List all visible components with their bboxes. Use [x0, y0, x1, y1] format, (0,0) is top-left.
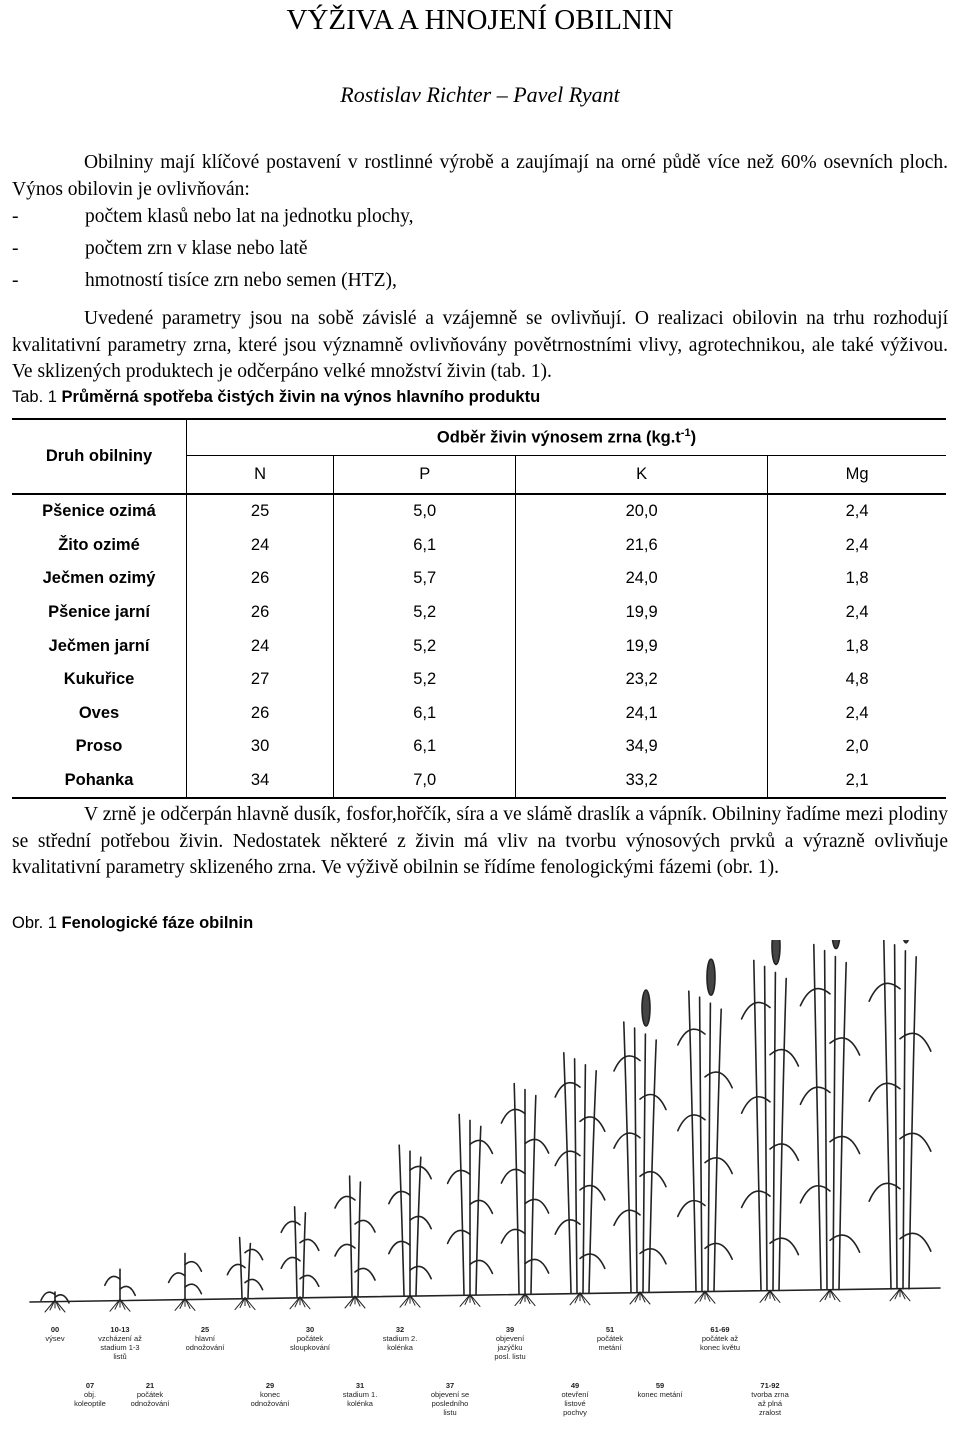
authors: Rostislav Richter – Pavel Ryant: [340, 82, 620, 107]
plant-stage: [869, 940, 931, 1301]
list-item: - hmotností tisíce zrn nebo semen (HTZ),: [12, 270, 397, 291]
cell-k: 19,9: [516, 596, 768, 630]
intro-paragraph: Obilniny mají klíčové postavení v rostlinné výrobě a zaujímají na orné půdě více než 60% osevních ploch. Výnos obilovin je ovlivňován:: [12, 152, 948, 200]
stage-label: 30 počátek sloupkování: [289, 1325, 331, 1352]
cell-k: 33,2: [516, 764, 768, 799]
cell-mg: 1,8: [845, 569, 869, 588]
row-name: Pšenice ozimá: [12, 494, 187, 529]
table-row: [12, 697, 946, 731]
phenology-figure: [0, 940, 960, 1444]
cell-p: 6,1: [334, 697, 516, 731]
cell-n: 26: [187, 697, 334, 731]
cell-mg: 2,0: [845, 737, 869, 756]
ear-mark: [772, 940, 780, 964]
plant-stage: [448, 1114, 493, 1306]
ear-mark: [642, 990, 650, 1026]
cell-n: 26: [187, 562, 334, 596]
plant-stage: [678, 959, 732, 1303]
cell-k: 23,2: [516, 663, 768, 697]
plant-stage: [389, 1145, 431, 1307]
stage-label: 21 počátek odnožování: [130, 1381, 170, 1408]
cell-p: 5,2: [334, 629, 516, 663]
cell-p: 5,2: [334, 596, 516, 630]
cell-n: 26: [187, 596, 334, 630]
stage-label: 00 výsev: [45, 1325, 65, 1343]
cell-k: 21,6: [516, 529, 768, 563]
cell-p: 5,2: [334, 663, 516, 697]
plant-stage: [335, 1176, 375, 1308]
table-row: [12, 596, 946, 630]
table-row: [12, 663, 946, 697]
stage-label: 31 stadium 1. kolénka: [342, 1381, 378, 1408]
row-name: Ječmen ozimý: [12, 562, 187, 596]
plant-stage: [501, 1084, 548, 1306]
figure-caption: [12, 914, 253, 933]
plant-stage: [169, 1253, 202, 1310]
stage-label: 61-69 počátek až konec květu: [699, 1325, 741, 1352]
document-title: VÝŽIVA A HNOJENÍ OBILNIN: [286, 4, 674, 36]
cell-k: 34,9: [516, 730, 768, 764]
row-name: Pohanka: [12, 764, 187, 799]
ear-mark: [832, 940, 840, 949]
figure-caption-text: Fenologické fáze obilnin: [61, 914, 254, 932]
table-caption-text: Průměrná spotřeba čistých živin na výnos hlavního produktu: [61, 388, 541, 406]
cell-k: 19,9: [516, 629, 768, 663]
cell-mg: 2,4: [845, 703, 869, 722]
stage-label: 10-13 vzcházení až stadium 1-3 listů: [98, 1325, 142, 1361]
nutrient-table: [12, 418, 946, 799]
stage-label: 39 objevení jazýčku posl. listu: [494, 1325, 526, 1361]
ear-mark: [707, 959, 715, 995]
row-name: Pšenice jarní: [12, 596, 187, 630]
column-header-mg: Mg: [768, 456, 946, 495]
cell-n: 27: [187, 663, 334, 697]
plant-stage: [742, 940, 799, 1302]
row-name: Oves: [12, 697, 187, 731]
cell-p: 5,0: [334, 494, 516, 529]
cell-n: 30: [187, 730, 334, 764]
row-name: Ječmen jarní: [12, 629, 187, 663]
stage-label: 32 stadium 2. kolénka: [382, 1325, 418, 1352]
cell-p: 5,7: [334, 562, 516, 596]
list-item: - počtem klasů nebo lat na jednotku plochy,: [12, 206, 414, 227]
cell-n: 34: [187, 764, 334, 799]
cell-p: 6,1: [334, 730, 516, 764]
stage-label: 59 konec metání: [637, 1381, 683, 1399]
table-row: [12, 730, 946, 764]
column-header-n: N: [187, 456, 334, 495]
cell-n: 24: [187, 529, 334, 563]
row-name: Proso: [12, 730, 187, 764]
cell-mg: 2,4: [845, 603, 869, 622]
cell-n: 25: [187, 494, 334, 529]
table-caption-prefix: Tab. 1: [12, 388, 57, 406]
stage-label: 37 objevení se posledního listu: [430, 1381, 470, 1417]
cell-mg: 2,1: [768, 764, 946, 799]
table-row: [12, 494, 946, 529]
plant-stage: [614, 990, 666, 1304]
column-group-header: Odběr živin výnosem zrna $(kg.t^{-1})$: [187, 419, 947, 456]
table-row: [12, 764, 946, 799]
stage-label: 71-92 tvorba zrna až plná zralost: [751, 1381, 789, 1417]
cell-mg: 2,4: [845, 535, 869, 554]
cell-mg: 2,4: [845, 502, 869, 521]
cell-k: 20,0: [516, 494, 768, 529]
table-row: [12, 529, 946, 563]
row-name: Kukuřice: [12, 663, 187, 697]
cell-k: 24,0: [516, 562, 768, 596]
cell-k: 24,1: [516, 697, 768, 731]
row-name: Žito ozimé: [12, 529, 187, 563]
stage-label: 51 počátek metání: [596, 1325, 624, 1352]
plant-stage: [555, 1053, 605, 1305]
table-row: [12, 562, 946, 596]
column-header-druh: Druh obilniny: [12, 419, 187, 494]
plant-stage: [800, 940, 859, 1302]
cell-p: 7,0: [334, 764, 516, 799]
plant-stage: [281, 1207, 319, 1309]
nutrients-paragraph: V zrně je odčerpán hlavně dusík, fosfor,hořčík, síra a ve slámě draslík a vápník. Obilniny řadíme mezi plodiny se střední potřebou živin. Nedostatek některé z živin má vliv na tvorbu výnosových prvků a výrazně ovlivňuje kvalitativní parametry sklizeného zrna. Ve výživě obilnin se řídíme fenologickými fázemi (obr. 1).: [12, 804, 948, 878]
cell-mg: 1,8: [845, 636, 869, 655]
stage-label: 07 obj. koleoptile: [74, 1381, 106, 1408]
stage-label: 49 otevření listové pochvy: [561, 1381, 589, 1417]
table-caption: [12, 388, 540, 407]
ground-line: [30, 1288, 940, 1302]
stage-label: 29 konec odnožování: [250, 1381, 290, 1408]
ear-mark: [902, 940, 910, 943]
stage-label: 25 hlavní odnožování: [185, 1325, 225, 1352]
parameters-paragraph: Uvedené parametry jsou na sobě závislé a vzájemně se ovlivňují. O realizaci obilovin na trhu rozhodují kvalitativní parametry zrna, které jsou významně ovlivňovány povětrnostními vlivy, agrotechnikou, ale také výživou. Ve sklizených produktech je odčerpáno velké množství živin (tab. 1).: [12, 308, 948, 382]
plant-stage: [105, 1269, 135, 1311]
table-row: [12, 629, 946, 663]
figure-caption-prefix: Obr. 1: [12, 914, 57, 932]
cell-n: 24: [187, 629, 334, 663]
cell-p: 6,1: [334, 529, 516, 563]
column-header-p: P: [334, 456, 516, 495]
cell-mg: 4,8: [845, 670, 869, 689]
list-item: - počtem zrn v klase nebo latě: [12, 238, 308, 259]
column-header-k: K: [516, 456, 768, 495]
